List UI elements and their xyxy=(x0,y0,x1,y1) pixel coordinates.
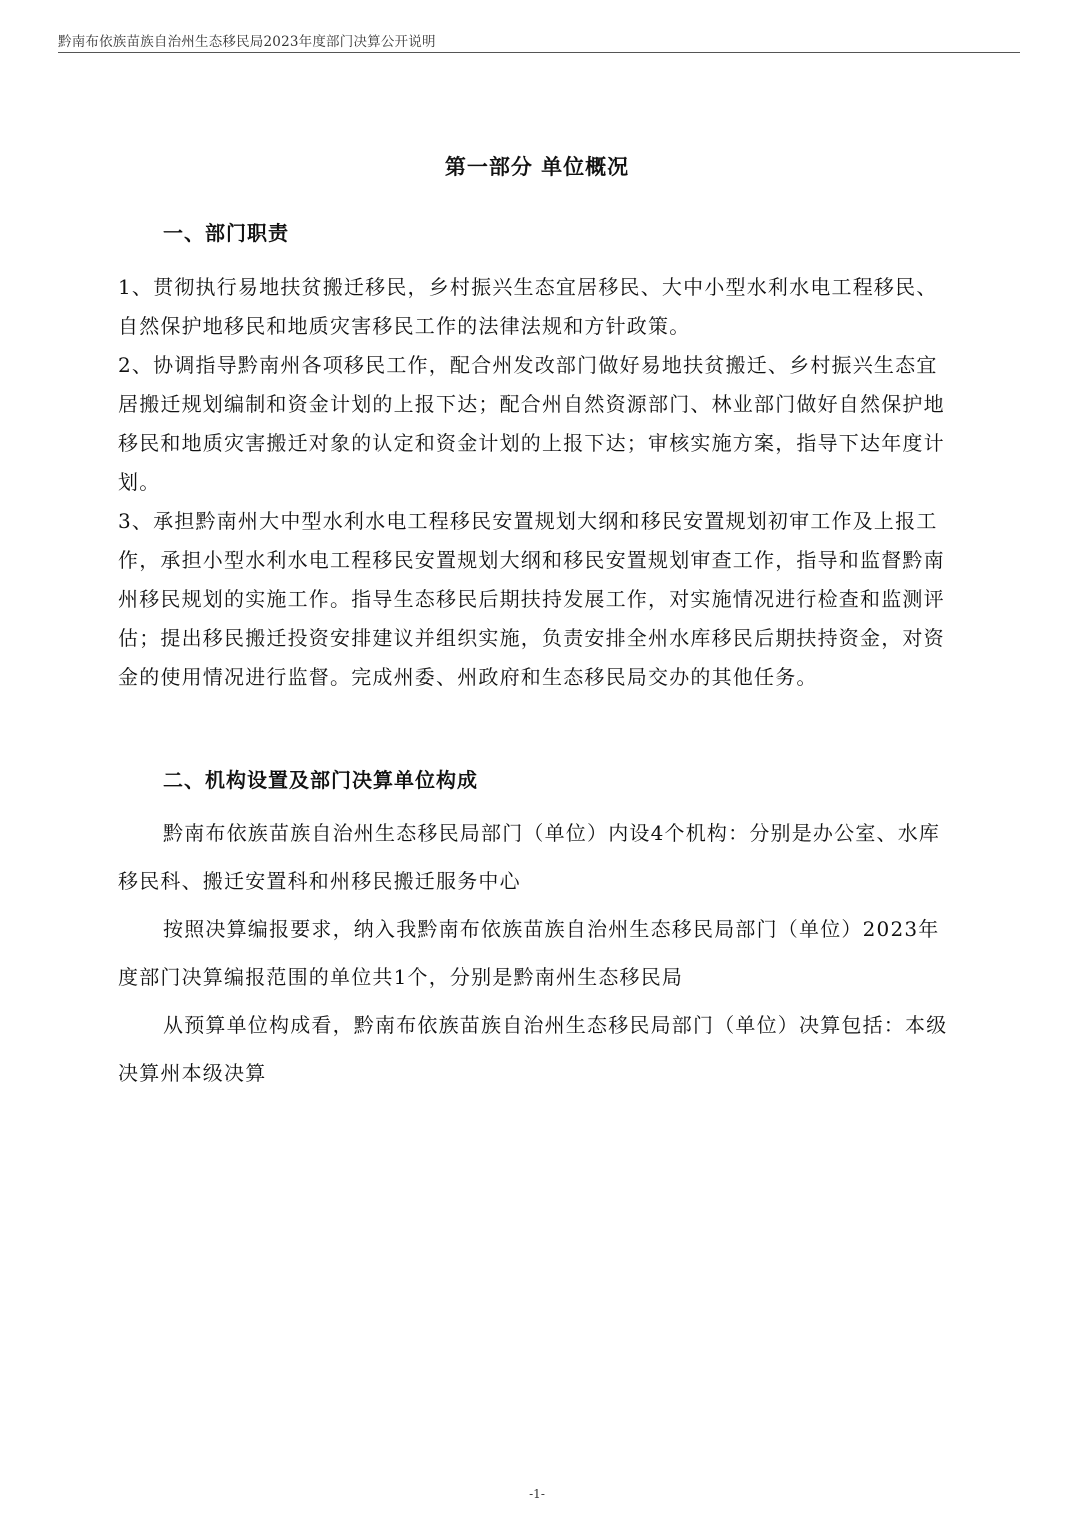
org-paragraph-1: 黔南布依族苗族自治州生态移民局部门（单位）内设4个机构：分别是办公室、水库移民科、搬迁安置科和州移民搬迁服务中心 xyxy=(118,821,941,893)
duty-item-3: 3、承担黔南州大中型水利水电工程移民安置规划大纲和移民安置规划初审工作及上报工作，承担小型水利水电工程移民安置规划大纲和移民安置规划审查工作，指导和监督黔南州移民规划的实施工作。指导生态移民后期扶持发展工作，对实施情况进行检查和监测评估；提出移民搬迁投资安排建议并组织实施，负责安排全州水库移民后期扶持资金，对资金的使用情况进行监督。完成州委、州政府和生态移民局交办的其他任务。 xyxy=(118,509,945,689)
org-paragraph-2: 按照决算编报要求，纳入我黔南布依族苗族自治州生态移民局部门（单位）2023年度部门决算编报范围的单位共1个，分别是黔南州生态移民局 xyxy=(118,917,940,989)
organization-block xyxy=(118,809,952,1097)
page-header xyxy=(58,28,1020,53)
section-heading-organization: 二、机构设置及部门决算单位构成 xyxy=(163,768,478,792)
duty-item-1: 1、贯彻执行易地扶贫搬迁移民，乡村振兴生态宜居移民、大中小型水利水电工程移民、自然保护地移民和地质灾害移民工作的法律法规和方针政策。 xyxy=(118,275,938,338)
part-title: 第一部分 单位概况 xyxy=(444,155,630,179)
header-title: 黔南布依族苗族自治州生态移民局2023年度部门决算公开说明 xyxy=(58,34,436,50)
duty-item-2: 2、协调指导黔南州各项移民工作，配合州发改部门做好易地扶贫搬迁、乡村振兴生态宜居搬迁规划编制和资金计划的上报下达；配合州自然资源部门、林业部门做好自然保护地移民和地质灾害搬迁对象的认定和资金计划的上报下达；审核实施方案，指导下达年度计划。 xyxy=(118,353,945,494)
section-heading-duties: 一、部门职责 xyxy=(163,221,289,245)
org-paragraph-3: 从预算单位构成看，黔南布依族苗族自治州生态移民局部门（单位）决算包括：本级决算州本级决算 xyxy=(118,1013,948,1085)
page-number: -1- xyxy=(529,1487,545,1501)
duty-list xyxy=(118,268,952,697)
